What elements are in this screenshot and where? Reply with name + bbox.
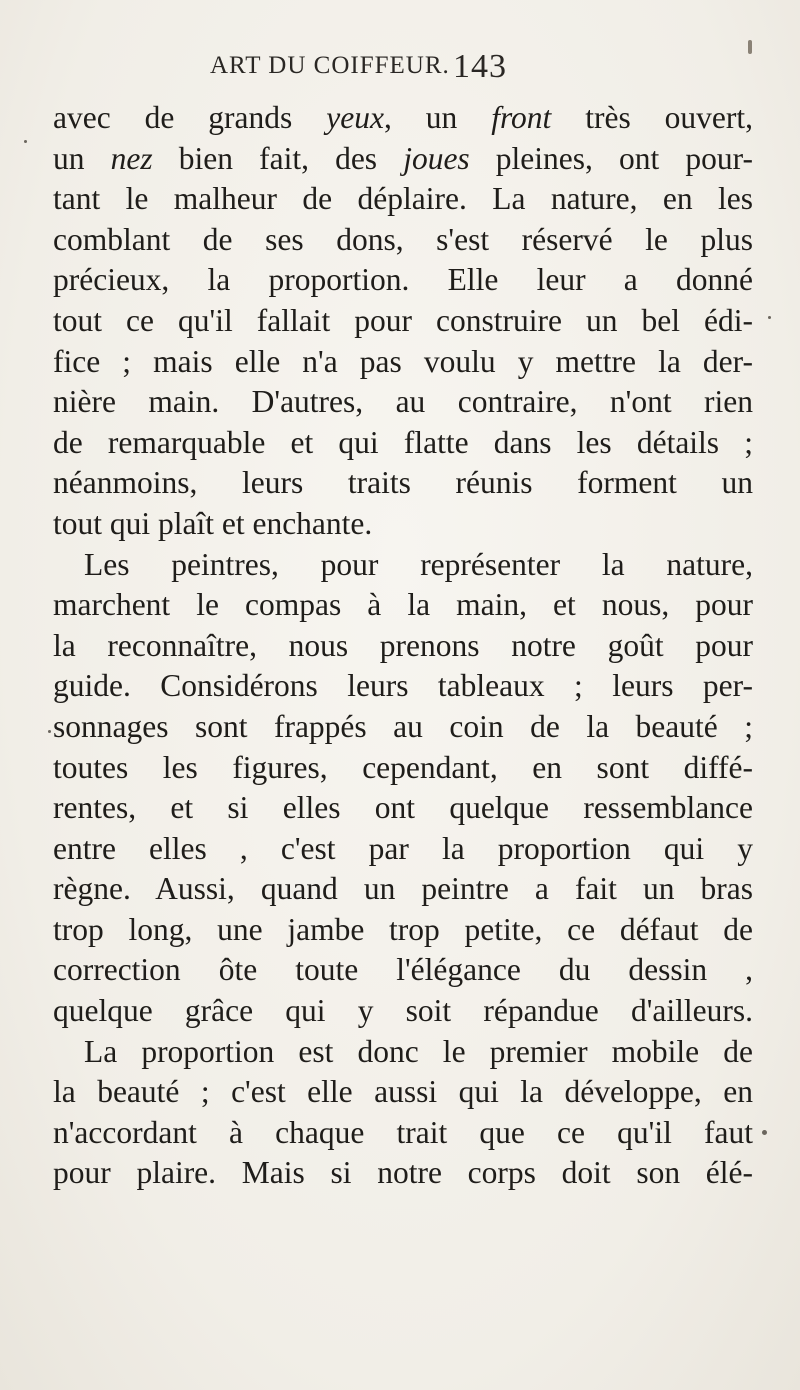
text-line xyxy=(53,179,753,220)
italic-word: front xyxy=(491,100,552,135)
text-segment: règne. Aussi, quand un peintre a fait un bras xyxy=(53,871,753,907)
text-segment: guide. Considérons leurs tableaux ; leurs per- xyxy=(53,668,753,704)
text-segment: fice ; mais elle n'a pas voulu y mettre la der- xyxy=(53,343,753,379)
text-segment: comblant de ses dons, s'est réservé le plus xyxy=(53,221,753,257)
paper-speck xyxy=(48,730,51,733)
text-segment: entre elles , c'est par la proportion qui y xyxy=(53,830,753,866)
text-segment: tant le malheur de déplaire. La nature, en les xyxy=(53,181,753,217)
text-line xyxy=(53,910,753,951)
text-line xyxy=(53,139,753,180)
text-segment: néanmoins, leurs traits réunis forment un xyxy=(53,465,753,501)
text-segment: Les peintres, pour représenter la nature, xyxy=(84,546,753,582)
text-line xyxy=(53,788,753,829)
text-segment: la reconnaître, nous prenons notre goût pour xyxy=(53,627,753,663)
text-line xyxy=(53,1032,753,1073)
paper-speck xyxy=(24,140,27,143)
text-line xyxy=(53,463,753,504)
text-line xyxy=(53,545,753,586)
text-line xyxy=(53,950,753,991)
text-line xyxy=(53,1072,753,1113)
text-line xyxy=(53,991,753,1032)
text-segment: quelque grâce qui y soit répandue d'ailleurs. xyxy=(53,993,753,1029)
text-line xyxy=(53,98,753,139)
text-line xyxy=(53,829,753,870)
text-line xyxy=(53,585,753,626)
text-line xyxy=(53,382,753,423)
text-line xyxy=(53,504,753,545)
text-line xyxy=(53,869,753,910)
text-segment: précieux, la proportion. Elle leur a donné xyxy=(53,262,753,298)
italic-word: joues xyxy=(403,140,470,176)
text-segment: la beauté ; c'est elle aussi qui la développe, en xyxy=(53,1074,753,1110)
page-number: 143 xyxy=(453,48,507,85)
text-segment: avec de grands xyxy=(53,100,327,135)
text-line xyxy=(53,626,753,667)
text-segment: toutes les figures, cependant, en sont diffé- xyxy=(53,749,753,785)
text-segment: bien fait, des xyxy=(152,140,404,176)
running-head: ART DU COIFFEUR. xyxy=(210,52,450,79)
text-segment: rentes, et si elles ont quelque ressemblance xyxy=(53,790,753,826)
text-segment: correction ôte toute l'élégance du dessin , xyxy=(53,952,753,988)
text-line xyxy=(53,342,753,383)
text-line xyxy=(53,301,753,342)
text-line xyxy=(53,220,753,261)
text-segment: de remarquable et qui flatte dans les détails ; xyxy=(53,424,753,460)
text-segment: marchent le compas à la main, et nous, pour xyxy=(53,587,753,623)
text-segment: trop long, une jambe trop petite, ce défaut de xyxy=(53,911,753,947)
text-segment: pleines, ont pour- xyxy=(469,140,754,176)
italic-word: yeux xyxy=(326,100,384,135)
paper-speck xyxy=(762,1130,767,1135)
paper-speck xyxy=(748,40,752,54)
italic-word: nez xyxy=(110,140,153,176)
text-line xyxy=(53,707,753,748)
text-line xyxy=(53,423,753,464)
text-segment: un xyxy=(53,140,111,176)
text-line xyxy=(53,260,753,301)
page-header xyxy=(210,48,670,92)
text-segment: La proportion est donc le premier mobile de xyxy=(84,1033,753,1069)
text-line xyxy=(53,1113,753,1154)
text-line xyxy=(53,1153,753,1194)
text-segment: , un xyxy=(383,100,492,135)
text-line xyxy=(53,748,753,789)
text-segment: pour plaire. Mais si notre corps doit son élé- xyxy=(53,1155,753,1191)
text-line xyxy=(53,666,753,707)
paper-speck xyxy=(768,316,771,319)
text-segment: n'accordant à chaque trait que ce qu'il faut xyxy=(53,1114,753,1150)
text-segment: très ouvert, xyxy=(551,100,754,135)
body-text xyxy=(53,98,753,1194)
text-segment: tout ce qu'il fallait pour construire un bel édi- xyxy=(53,302,753,338)
text-segment: tout qui plaît et enchante. xyxy=(53,505,373,541)
text-segment: sonnages sont frappés au coin de la beauté ; xyxy=(53,708,753,744)
text-segment: nière main. D'autres, au contraire, n'ont rien xyxy=(53,384,753,420)
